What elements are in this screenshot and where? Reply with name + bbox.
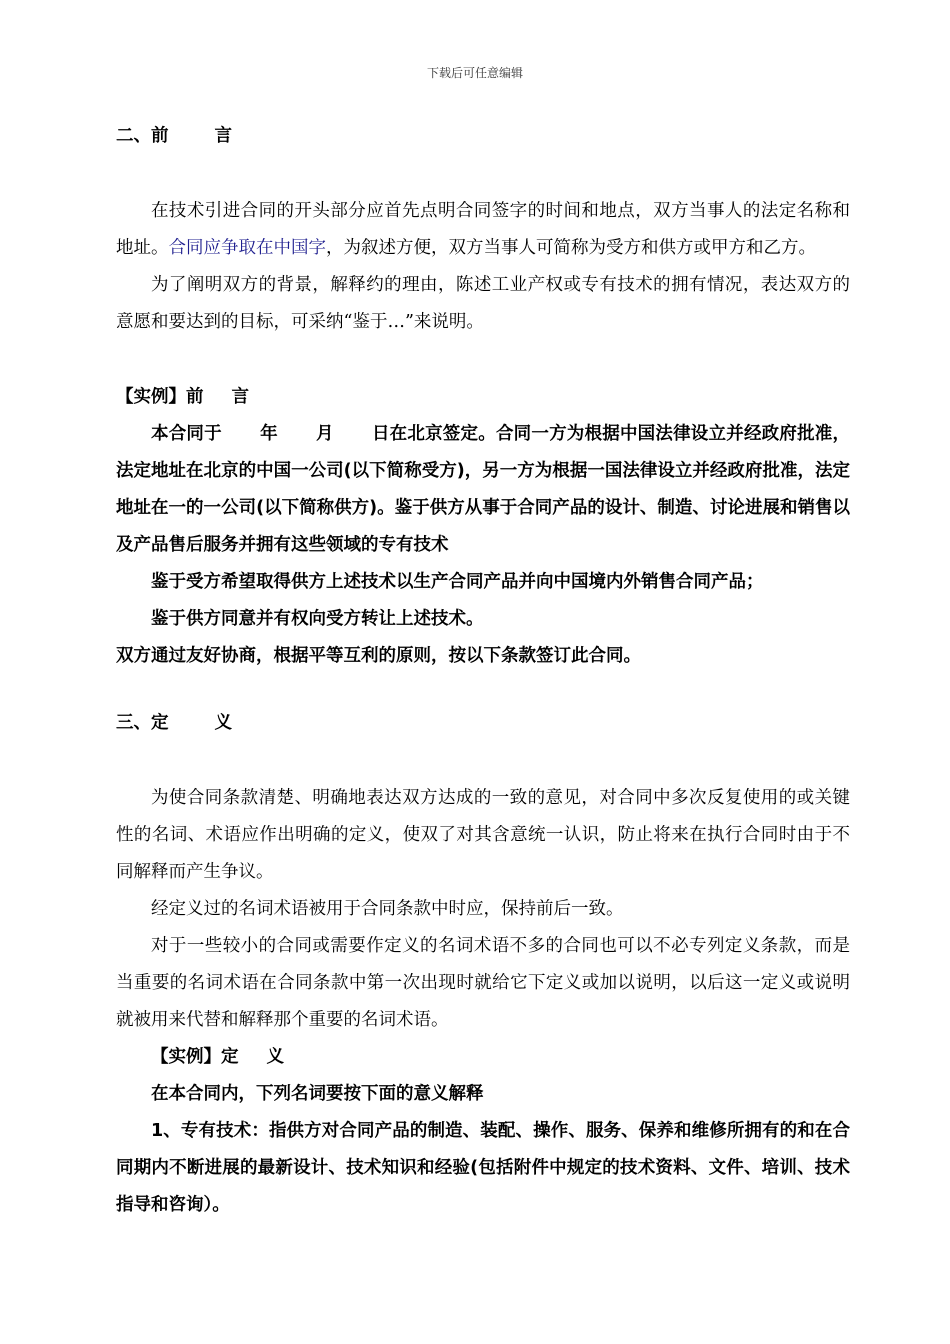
section-3-example-label (116, 1039, 850, 1076)
section-2-heading (116, 118, 850, 155)
section-2-example-paragraph-3: 鉴于供方同意并有权向受方转让上述技术。 (151, 609, 484, 629)
section-2-example-label (116, 379, 850, 416)
section-2-example-label-a: 【实例】前 (116, 387, 204, 407)
section-2-paragraph-1 (116, 193, 850, 267)
section-2-p1-text-b: ，为叙述方便，双方当事人可简称为受方和供方或甲方和乙方。 (326, 238, 816, 258)
section-2-p1-highlight: 合同应争取在中国字 (168, 238, 326, 258)
section-2-example-label-b: 言 (231, 387, 249, 407)
section-3-heading (116, 705, 850, 742)
section-2-example-paragraph-1 (116, 416, 850, 564)
example-p1-year: 年 (259, 424, 278, 444)
section-3-title-a: 定 (151, 713, 169, 733)
section-3-example-paragraph-2: 1、专有技术：指供方对合同产品的制造、装配、操作、服务、保养和维修所拥有的和在合同期内不断进展的最新设计、技术知识和经验(包括附件中规定的技术资料、文件、培训、技术指导和咨询）。 (116, 1121, 850, 1215)
section-2-example-paragraph-2: 鉴于受方希望取得供方上述技术以生产合同产品并向中国境内外销售合同产品； (151, 572, 764, 592)
section-2-example-paragraph-4: 双方通过友好协商，根据平等互利的原则，按以下条款签订此合同。 (116, 646, 641, 666)
section-3-paragraph-3: 对于一些较小的合同或需要作定义的名词术语不多的合同也可以不必专列定义条款，而是当重要的名词术语在合同条款中第一次出现时就给它下定义或加以说明，以后这一定义或说明就被用来代替和解释那个重要的名词术语。 (116, 936, 850, 1030)
section-3-title-b: 义 (214, 713, 232, 733)
section-3-number: 三、 (116, 713, 151, 733)
page-header: 下载后可任意编辑 (426, 66, 523, 80)
section-3-example-paragraph-1: 在本合同内，下列名词要按下面的意义解释 (151, 1084, 484, 1104)
document-body (116, 118, 850, 1224)
example-p1-text-b: 日在北京签定。合同一方为根据中国法律设立并经政府批准，法定地址在北京的中国一公司(以下简称受方)，另一方为根据一国法律设立并经政府批准，法定地址在一的一公司(以下简称供方)。鉴于供方从事于合同产品的设计、制造、讨论进展和销售以及产品售后服务并拥有这些领域的专有技术 (116, 424, 851, 555)
section-2-p1-text-a: 在技术引进合同的开头部分应首先点明合同签字的时间和地点，双方当事人的法定名称和地址。 (116, 201, 850, 258)
section-3-paragraph-1: 为使合同条款清楚、明确地表达双方达成的一致的意见，对合同中多次反复使用的或关键性的名词、术语应作出明确的定义，使双了对其含意统一认识，防止将来在执行合同时由于不同解释而产生争议。 (116, 788, 850, 882)
section-2-number: 二、 (116, 126, 151, 146)
section-2-title-a: 前 (151, 126, 169, 146)
section-3-example-label-b: 义 (266, 1047, 284, 1067)
section-3-example-label-a: 【实例】定 (151, 1047, 239, 1067)
example-p1-text-a: 本合同于 (151, 424, 222, 444)
section-3-paragraph-2: 经定义过的名词术语被用于合同条款中时应，保持前后一致。 (151, 899, 624, 919)
example-p1-month: 月 (315, 424, 334, 444)
section-2-title-b: 言 (214, 126, 232, 146)
section-2-paragraph-2: 为了阐明双方的背景，解释约的理由，陈述工业产权或专有技术的拥有情况，表达双方的意愿和要达到的目标，可采纳“鉴于…”来说明。 (116, 275, 850, 332)
